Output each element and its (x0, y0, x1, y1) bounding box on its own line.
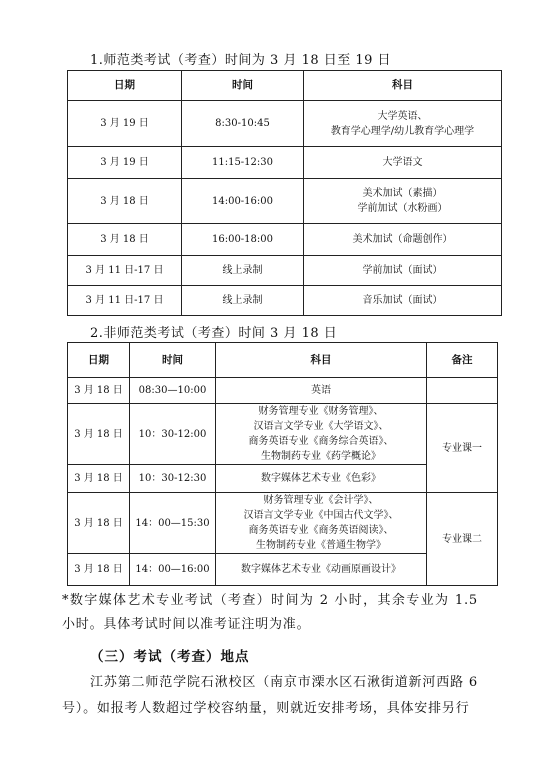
cell-date: 3 月 19 日 (68, 147, 182, 179)
subject-line: 大学英语、 (377, 110, 428, 122)
table-header-row (68, 71, 502, 101)
cell-time: 8:30-10:45 (182, 101, 304, 147)
cell-remark (427, 378, 498, 404)
cell-date: 3 月 18 日 (68, 493, 130, 554)
cell-time: 线上录制 (182, 256, 304, 286)
subject-line: 财务管理专业《财务管理》、 (258, 406, 384, 417)
teacher-exam-schedule-table (67, 70, 502, 316)
location-paragraph: 江苏第二师范学院石湫校区（南京市溧水区石湫街道新河西路 6 号）。如报考人数超过学校容纳量，则就近安排考场，具体安排另行 (62, 675, 478, 716)
cell-subject (304, 256, 502, 286)
header-remark: 备注 (427, 343, 498, 378)
header-date: 日期 (68, 343, 130, 378)
table-row (68, 378, 498, 404)
subject-line: 教育学心理学/幼儿教育学心理学 (330, 125, 475, 137)
table-row (68, 404, 498, 465)
cell-time: 14：00—15:30 (130, 493, 216, 554)
subject-line: 汉语言文学专业《中国古代文学》、 (243, 510, 399, 521)
cell-subject (304, 101, 502, 147)
subject-line: 数字媒体艺术专业《动画原画设计》 (241, 564, 401, 575)
table-row (68, 286, 502, 316)
cell-remark: 专业课一 (427, 404, 498, 493)
header-time: 时间 (182, 71, 304, 101)
cell-time: 08:30—10:00 (130, 378, 216, 404)
subject-line: 商务英语专业《商务英语阅读》、 (248, 525, 394, 536)
table-row (68, 224, 502, 256)
cell-date: 3 月 18 日 (68, 554, 130, 586)
subject-line: 商务英语专业《商务综合英语》、 (248, 436, 394, 447)
cell-remark: 专业课二 (427, 493, 498, 586)
subject-line: 学前加试（面试） (362, 265, 443, 276)
subject-line: 生物制药专业《药学概论》 (261, 451, 381, 462)
cell-time: 线上录制 (182, 286, 304, 316)
cell-subject (216, 465, 427, 493)
subject-line: 学前加试（水粉画） (357, 203, 448, 214)
cell-subject (216, 404, 427, 465)
cell-subject (304, 179, 502, 224)
cell-subject (304, 147, 502, 179)
subject-line: 大学语文 (382, 157, 423, 168)
cell-subject (216, 378, 427, 404)
cell-date: 3 月 18 日 (68, 378, 130, 404)
subject-line: 音乐加试（面试） (362, 295, 443, 306)
cell-time: 10：30-12:00 (130, 404, 216, 465)
table-row (68, 101, 502, 147)
table-row (68, 493, 498, 554)
cell-subject (216, 554, 427, 586)
table-row (68, 179, 502, 224)
cell-date: 3 月 11 日-17 日 (68, 256, 182, 286)
section2-heading: 2.非师范类考试（考查）时间 3 月 18 日 (90, 326, 338, 341)
cell-subject (304, 286, 502, 316)
table-row (68, 147, 502, 179)
duration-note: *数字媒体艺术专业考试（考查）时间为 2 小时，其余专业为 1.5 小时。具体考试时间以准考证注明为准。 (62, 593, 478, 632)
subject-line: 英语 (311, 385, 331, 396)
cell-time: 10：30-12:30 (130, 465, 216, 493)
header-subject: 科目 (304, 71, 502, 101)
cell-date: 3 月 18 日 (68, 404, 130, 465)
cell-date: 3 月 18 日 (68, 465, 130, 493)
cell-date: 3 月 18 日 (68, 224, 182, 256)
cell-time: 16:00-18:00 (182, 224, 304, 256)
table-row (68, 256, 502, 286)
cell-date: 3 月 11 日-17 日 (68, 286, 182, 316)
header-subject: 科目 (216, 343, 427, 378)
cell-time: 14：00—16:00 (130, 554, 216, 586)
cell-subject (304, 224, 502, 256)
subject-line: 汉语言文学专业《大学语文》、 (253, 421, 389, 432)
cell-date: 3 月 19 日 (68, 101, 182, 147)
subject-line: 数字媒体艺术专业《色彩》 (261, 473, 381, 484)
subject-line: 生物制药专业《普通生物学》 (256, 540, 386, 551)
table-header-row (68, 343, 498, 378)
subject-line: 美术加试（素描） (362, 188, 443, 199)
cell-time: 11:15-12:30 (182, 147, 304, 179)
subject-line: 财务管理专业《会计学》、 (263, 495, 379, 506)
non-teacher-exam-schedule-table (67, 342, 498, 586)
section1-heading: 1.师范类考试（考查）时间为 3 月 18 日至 19 日 (90, 53, 392, 68)
cell-time: 14:00-16:00 (182, 179, 304, 224)
header-time: 时间 (130, 343, 216, 378)
subject-line: 美术加试（命题创作） (352, 234, 453, 245)
cell-date: 3 月 18 日 (68, 179, 182, 224)
location-heading: （三）考试（考查）地点 (90, 649, 250, 665)
cell-subject (216, 493, 427, 554)
header-date: 日期 (68, 71, 182, 101)
